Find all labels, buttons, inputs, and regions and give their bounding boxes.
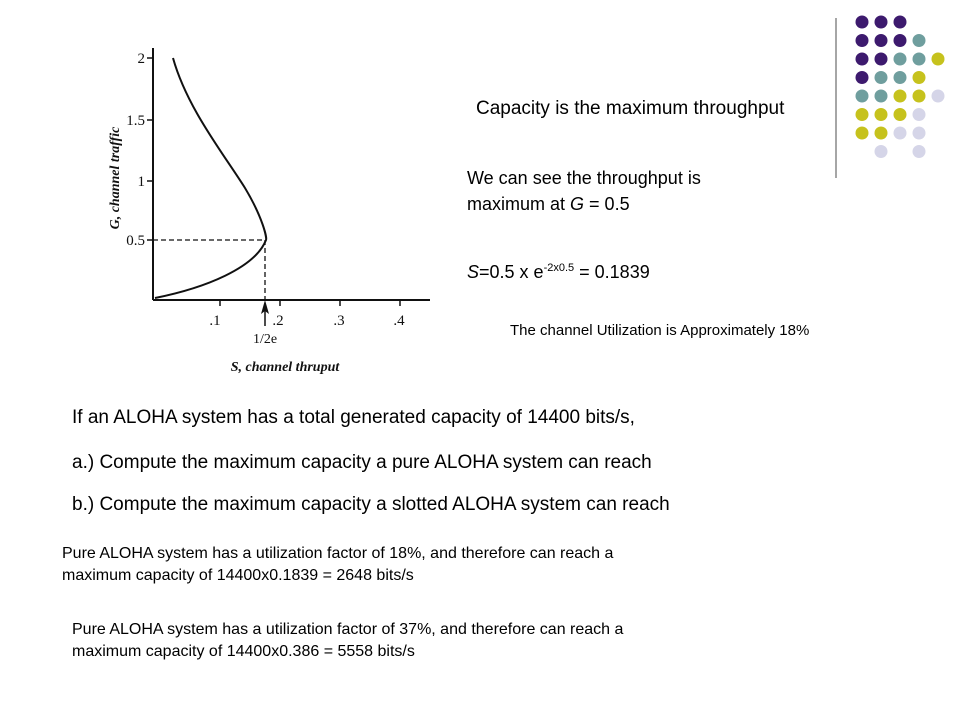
decorative-dot (856, 16, 869, 29)
observation (467, 165, 701, 217)
decorative-dot (894, 127, 907, 140)
decorative-dot (875, 71, 888, 84)
decorative-dot (913, 53, 926, 66)
formula-result: = 0.1839 (574, 262, 650, 282)
observation-variable: G (570, 194, 585, 214)
decorative-dot-grid (830, 10, 960, 180)
decorative-dot (856, 71, 869, 84)
observation-line2 (467, 191, 701, 217)
x-tick-label: .1 (209, 313, 221, 329)
decorative-dot (875, 108, 888, 121)
decorative-dot (894, 16, 907, 29)
decorative-dot (875, 16, 888, 29)
decorative-dot (894, 71, 907, 84)
formula-var: S (467, 262, 480, 282)
decorative-dot (932, 53, 945, 66)
decorative-dot (913, 127, 926, 140)
answer-b-line2: maximum capacity of 14400x0.386 = 5558 bits/s (72, 643, 415, 660)
decorative-dot (894, 53, 907, 66)
heading: Capacity is the maximum throughput (476, 98, 785, 119)
problem-part-b: b.) Compute the maximum capacity a slotted ALOHA system can reach (72, 494, 670, 515)
decorative-dot (856, 53, 869, 66)
decorative-dot (875, 90, 888, 103)
decorative-dot (894, 108, 907, 121)
y-tick-label: 1.5 (126, 113, 145, 129)
decorative-dot (856, 90, 869, 103)
decorative-dot (875, 145, 888, 158)
decorative-dot (913, 34, 926, 47)
problem-part-a: a.) Compute the maximum capacity a pure ALOHA system can reach (72, 452, 652, 473)
throughput-graph (95, 38, 440, 383)
observation-line2-suffix: = 0.5 (584, 194, 630, 214)
x-tick-label: .4 (393, 313, 405, 329)
x-tick-label: .3 (333, 313, 345, 329)
y-tick-label: 0.5 (126, 233, 145, 249)
answer-b (72, 619, 623, 663)
formula-exponent: -2x0.5 (543, 262, 575, 274)
y-tick-label: 1 (137, 174, 145, 190)
decorative-dot (913, 108, 926, 121)
decorative-dot (875, 34, 888, 47)
peak-label: 1/2e (252, 332, 278, 347)
x-axis-label: S, channel thruput (230, 360, 340, 375)
decorative-dot (875, 127, 888, 140)
y-axis-label: G, channel traffic (108, 126, 123, 230)
observation-line2-prefix: maximum at (467, 194, 571, 214)
answer-a-line1: Pure ALOHA system has a utilization factor of 18%, and therefore can reach a (62, 545, 614, 562)
observation-line1: We can see the throughput is (467, 168, 701, 188)
decorative-dot (913, 145, 926, 158)
decorative-dot (894, 90, 907, 103)
answer-a (62, 543, 613, 587)
decorative-dot (856, 34, 869, 47)
problem-statement: If an ALOHA system has a total generated capacity of 14400 bits/s, (72, 407, 635, 428)
utilization-note: The channel Utilization is Approximately 18% (510, 322, 810, 339)
decorative-dot (875, 53, 888, 66)
decorative-dot (913, 90, 926, 103)
answer-a-line2: maximum capacity of 14400x0.1839 = 2648 bits/s (62, 567, 414, 584)
decorative-dot (932, 90, 945, 103)
decorative-dot (913, 71, 926, 84)
formula (467, 259, 650, 285)
x-tick-label: .2 (272, 313, 284, 329)
formula-lhs: =0.5 x e (479, 262, 544, 282)
answer-b-line1: Pure ALOHA system has a utilization factor of 37%, and therefore can reach a (72, 621, 624, 638)
decorative-dot (856, 127, 869, 140)
decorative-dot (856, 108, 869, 121)
y-tick-label: 2 (137, 51, 145, 67)
throughput-curve (155, 58, 266, 298)
decorative-dot (894, 34, 907, 47)
